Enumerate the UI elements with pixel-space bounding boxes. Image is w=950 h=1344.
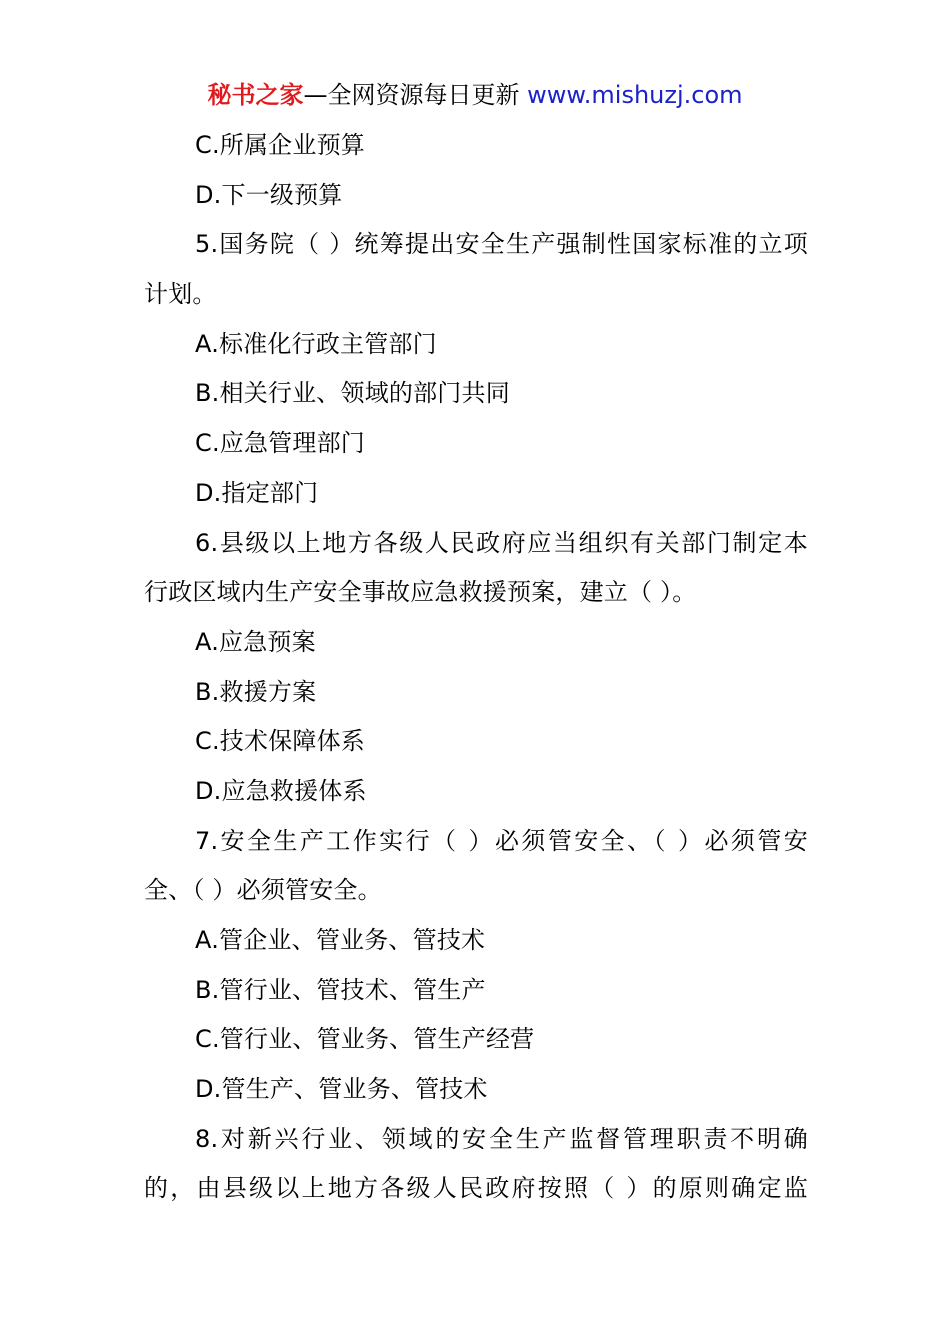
option-line: C.管行业、管业务、管生产经营 [195,1025,535,1054]
site-tagline: —全网资源每日更新 [303,81,528,109]
option-line: A.管企业、管业务、管技术 [195,926,486,954]
question-continuation-line: 全、（ ）必须管安全。 [144,876,382,905]
question-continuation-line: 的，由县级以上地方各级人民政府按照（ ）的原则确定监 [144,1174,808,1203]
option-line: C.所属企业预算 [195,131,365,159]
question-continuation-line: 计划。 [144,280,217,309]
question-line: 7.安全生产工作实行（ ）必须管安全、（ ）必须管安 [195,826,808,855]
option-line: A.标准化行政主管部门 [195,329,437,358]
site-brand: 秘书之家 [207,81,304,109]
option-line: A.应急预案 [195,627,316,656]
document-body [144,121,808,1214]
question-line: 5.国务院（ ）统筹提出安全生产强制性国家标准的立项 [195,230,808,259]
option-line: D.管生产、管业务、管技术 [195,1075,488,1104]
site-url-link[interactable]: www.mishuzj.com [527,81,743,109]
question-continuation-line: 行政区域内生产安全事故应急救援预案，建立（ ）。 [144,578,697,607]
option-line: B.相关行业、领域的部门共同 [195,379,510,408]
question-line: 6.县级以上地方各级人民政府应当组织有关部门制定本 [195,528,808,557]
option-line: B.管行业、管技术、管生产 [195,975,486,1004]
option-line: D.下一级预算 [195,180,343,209]
option-line: D.应急救援体系 [195,776,367,805]
option-line: C.应急管理部门 [195,429,365,458]
page-header [0,78,950,112]
option-line: C.技术保障体系 [195,727,365,756]
option-line: B.救援方案 [195,677,317,706]
question-line: 8.对新兴行业、领域的安全生产监督管理职责不明确 [195,1124,808,1153]
option-line: D.指定部门 [195,478,319,507]
